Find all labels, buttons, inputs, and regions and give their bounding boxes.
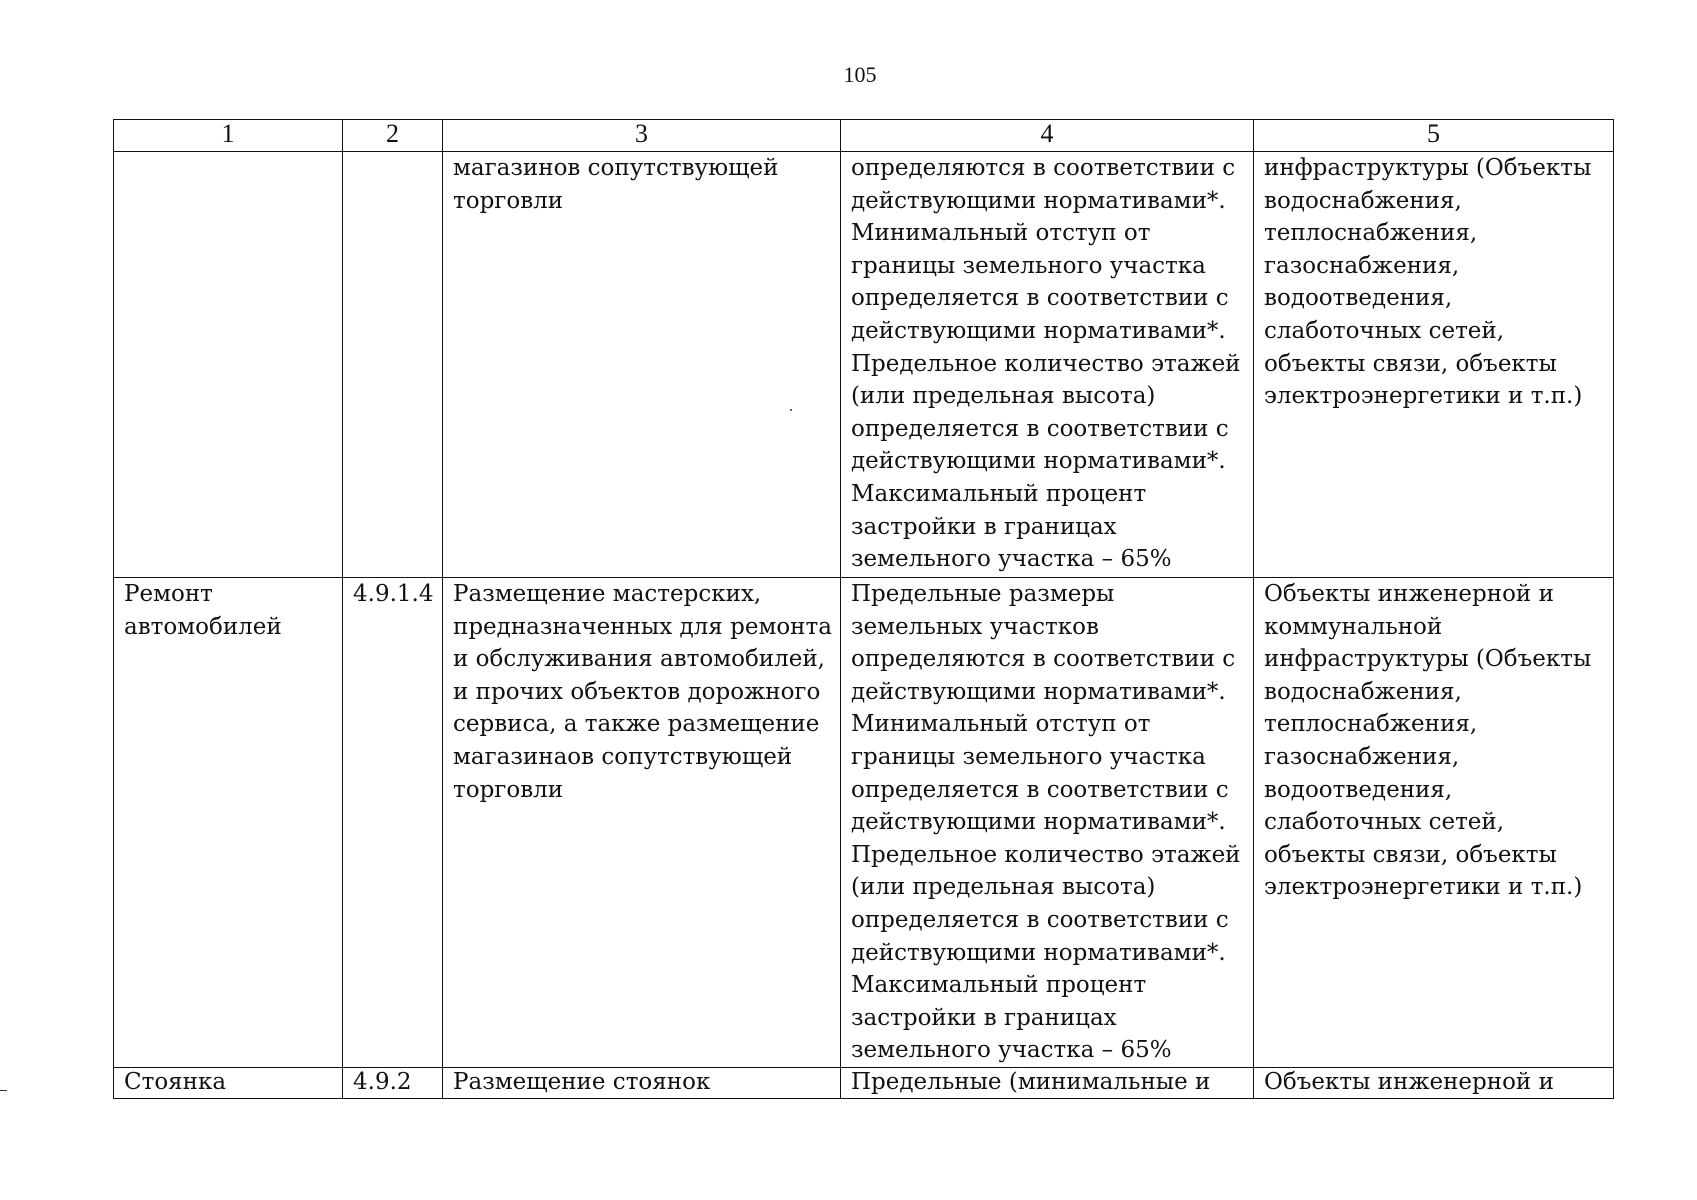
description-text: Размещение мастерских, предназначенных для ремонта и обслуживания автомобилей, и прочих объектов дорожного сервиса, а также размещение магазинаов сопутствующей торговли [453,581,832,803]
description-text: магазинов сопутствующей торговли [453,155,779,214]
parameters-text: Предельные размеры земельных участков определяются в соответствии с действующими нормативами*. Минимальный отступ от границы земельного участка определяется в соответствии с действующими нормативами*. Предельное количество этажей (или предельная высота) определяется в соответствии с действующими нормативами*. Максимальный процент застройки в границах земельного участка – 65% [851,581,1241,1064]
cell-infrastructure [1254,578,1614,1068]
description-text: Размещение стоянок [453,1069,711,1095]
table-row [114,578,1614,1068]
header-col-5: 5 [1254,120,1614,152]
cell-use-name [114,152,343,578]
margin-tick-mark [0,1090,7,1091]
infrastructure-text: Объекты инженерной и [1264,1069,1554,1095]
table-row [114,1068,1614,1099]
infrastructure-text: инфраструктуры (Объекты водоснабжения, теплоснабжения, газоснабжения, водоотведения, слаботочных сетей, объекты связи, объекты электроэнергетики и т.п.) [1264,155,1592,410]
parameters-text: определяются в соответствии с действующими нормативами*. Минимальный отступ от границы земельного участка определяется в соответствии с действующими нормативами*. Предельное количество этажей (или предельная высота) определяется в соответствии с действующими нормативами*. Максимальный процент застройки в границах земельного участка – 65% [851,155,1241,573]
header-col-1: 1 [114,120,343,152]
cell-parameters [841,1068,1254,1099]
table-header-row [114,120,1614,152]
cell-infrastructure [1254,1068,1614,1099]
cell-description [443,152,841,578]
cell-infrastructure [1254,152,1614,578]
use-code-text: 4.9.1.4 [353,581,434,607]
zoning-table [113,119,1614,1099]
cell-use-name [114,1068,343,1099]
use-name-text: Ремонт автомобилей [124,581,282,640]
parameters-text: Предельные (минимальные и [851,1069,1211,1095]
cell-parameters [841,578,1254,1068]
table-row [114,152,1614,578]
infrastructure-text: Объекты инженерной и коммунальной инфраструктуры (Объекты водоснабжения, теплоснабжения, газоснабжения, водоотведения, слаботочных сетей, объекты связи, объекты электроэнергетики и т.п.) [1264,581,1592,901]
header-col-3: 3 [443,120,841,152]
cell-use-name [114,578,343,1068]
page-number: 105 [843,62,877,87]
cell-use-code [343,1068,443,1099]
cell-description [443,578,841,1068]
use-code-text: 4.9.2 [353,1069,412,1095]
cell-parameters [841,152,1254,578]
cell-use-code [343,152,443,578]
cell-description [443,1068,841,1099]
header-col-4: 4 [841,120,1254,152]
header-col-2: 2 [343,120,443,152]
cell-use-code [343,578,443,1068]
use-name-text: Стоянка [124,1069,227,1095]
